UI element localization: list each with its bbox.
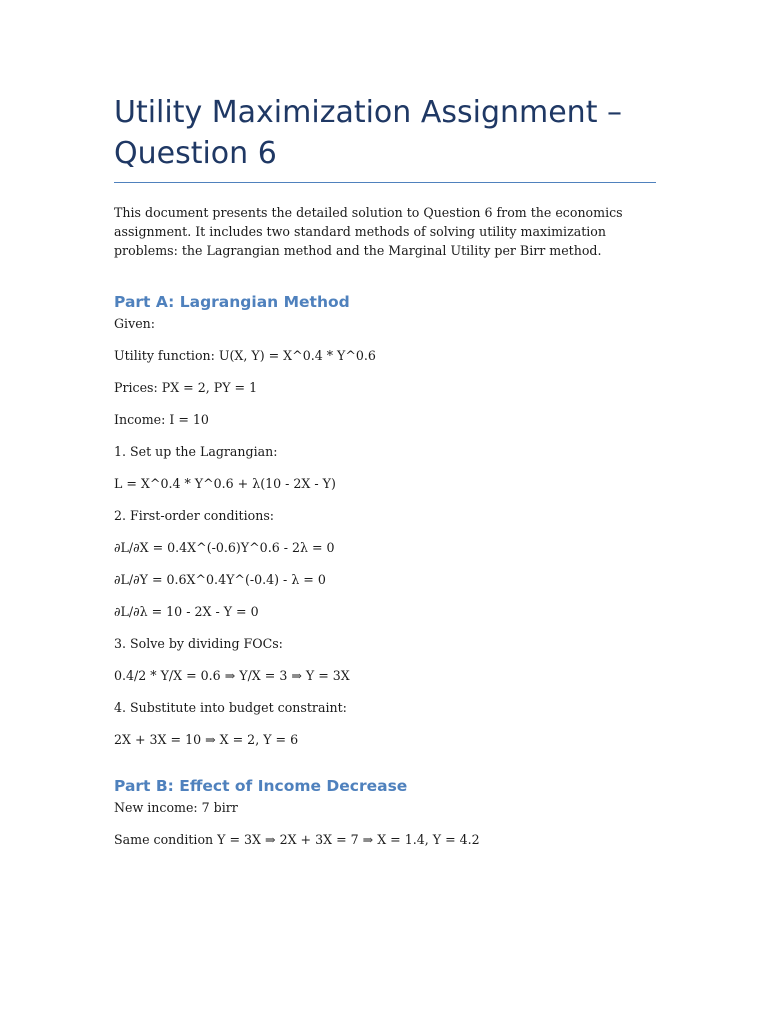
part-b-heading: Part B: Effect of Income Decrease xyxy=(114,777,408,795)
prices-line: Prices: PX = 2, PY = 1 xyxy=(114,380,258,395)
income-line: Income: I = 10 xyxy=(114,412,209,427)
part-b-body xyxy=(114,799,656,848)
step-2-label: 2. First-order conditions: xyxy=(114,508,275,523)
intro-paragraph: This document presents the detailed solution to Question 6 from the economics assignment. It includes two standard methods of solving utility maximization problems: the Lagrangian method and the Marginal Utility per Birr method. xyxy=(114,205,623,258)
ratio-equation: 0.4/2 * Y/X = 0.6 ⇒ Y/X = 3 ⇒ Y = 3X xyxy=(114,668,350,683)
solution-equation: 2X + 3X = 10 ⇒ X = 2, Y = 6 xyxy=(114,732,299,747)
foc-x-equation: ∂L/∂X = 0.4X^(-0.6)Y^0.6 - 2λ = 0 xyxy=(114,540,335,555)
step-4-label: 4. Substitute into budget constraint: xyxy=(114,700,347,715)
new-solution-line: Same condition Y = 3X ⇒ 2X + 3X = 7 ⇒ X = 1.4, Y = 4.2 xyxy=(114,832,480,847)
new-income-line: New income: 7 birr xyxy=(114,800,238,815)
step-1-label: 1. Set up the Lagrangian: xyxy=(114,444,278,459)
lagrangian-equation: L = X^0.4 * Y^0.6 + λ(10 - 2X - Y) xyxy=(114,476,336,491)
foc-lambda-equation: ∂L/∂λ = 10 - 2X - Y = 0 xyxy=(114,604,259,619)
document-title: Utility Maximization Assignment – Question 6 xyxy=(114,92,656,183)
part-a-heading: Part A: Lagrangian Method xyxy=(114,293,350,311)
step-3-label: 3. Solve by dividing FOCs: xyxy=(114,636,283,651)
document-body xyxy=(114,92,656,848)
foc-y-equation: ∂L/∂Y = 0.6X^0.4Y^(-0.4) - λ = 0 xyxy=(114,572,326,587)
utility-function-line: Utility function: U(X, Y) = X^0.4 * Y^0.6 xyxy=(114,348,376,363)
given-label: Given: xyxy=(114,316,156,331)
part-a-body xyxy=(114,315,656,748)
